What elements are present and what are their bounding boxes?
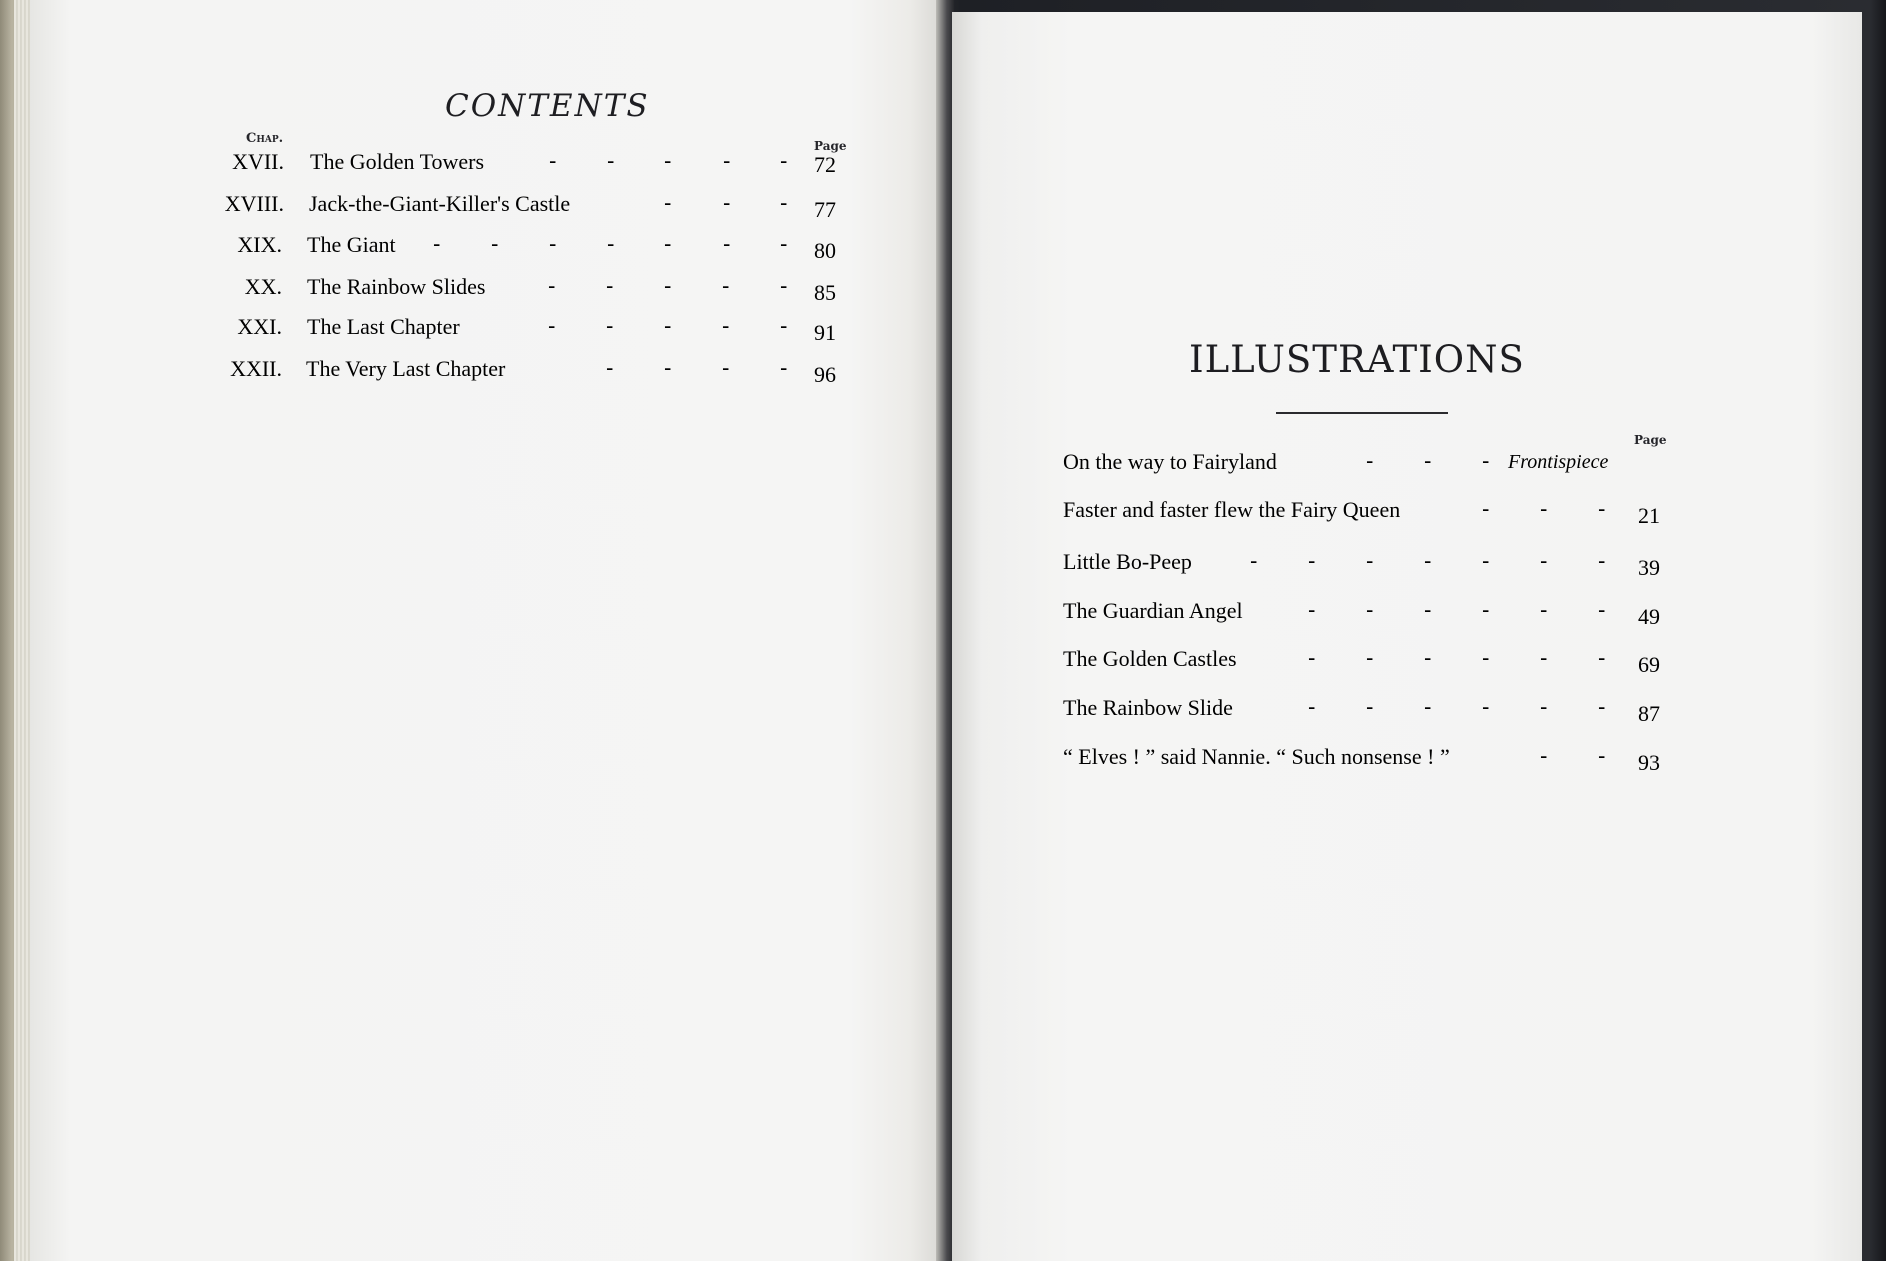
leader-dash: - <box>1366 549 1374 574</box>
leader-dash: - <box>1598 598 1606 623</box>
illustration-row <box>0 492 1880 528</box>
leader-dash: - <box>1424 549 1432 574</box>
leader-dash: - <box>1598 497 1606 522</box>
leader-dash: - <box>607 232 615 257</box>
chapter-number: XVIII. <box>224 191 284 216</box>
illustration-title: Little Bo-Peep <box>1063 549 1192 574</box>
leader-dash: - <box>722 314 730 339</box>
illustrations-heading: ILLUSTRATIONS <box>1189 338 1525 381</box>
leader-dash: - <box>664 314 672 339</box>
leader-dash: - <box>1482 549 1490 574</box>
chapter-title: The Rainbow Slides <box>307 274 486 299</box>
heading-rule <box>1276 412 1448 414</box>
chapter-title: Jack-the-Giant-Killer's Castle <box>309 191 571 216</box>
leader-dash: - <box>1482 695 1490 720</box>
illustration-page-number: Frontispiece <box>1508 451 1609 473</box>
leader-dash: - <box>549 232 557 257</box>
illustration-title: The Rainbow Slide <box>1063 695 1233 720</box>
illustration-title: Faster and faster flew the Fairy Queen <box>1063 497 1401 522</box>
illustration-page-number: 21 <box>1638 503 1660 528</box>
leader-dash: - <box>664 356 672 381</box>
illustration-row <box>0 444 1880 480</box>
leader-dash: - <box>1424 598 1432 623</box>
leader-dash: - <box>1540 549 1548 574</box>
chapter-title: The Last Chapter <box>307 314 460 339</box>
leader-dash: - <box>780 191 788 216</box>
leader-dash: - <box>1366 449 1374 474</box>
leader-dash: - <box>780 232 788 257</box>
illustration-page-number: 49 <box>1638 604 1660 629</box>
leader-dash: - <box>723 149 731 174</box>
leader-dash: - <box>1424 695 1432 720</box>
illustration-title: “ Elves ! ” said Nannie. “ Such nonsense ! ” <box>1063 744 1450 769</box>
contents-heading: CONTENTS <box>445 88 650 124</box>
leader-dash: - <box>1482 497 1490 522</box>
chapter-page-number: 96 <box>814 362 836 387</box>
leader-dash: - <box>1482 646 1490 671</box>
illustration-page-number: 87 <box>1638 701 1660 726</box>
chapter-number: XXII. <box>230 356 282 381</box>
chapter-column-label: Chap. <box>246 131 284 146</box>
chapter-number: XIX. <box>237 232 282 257</box>
contents-page-column-label: Page <box>814 139 847 153</box>
illustration-title: On the way to Fairyland <box>1063 449 1277 474</box>
leader-dash: - <box>1366 695 1374 720</box>
illustration-title: The Golden Castles <box>1063 646 1237 671</box>
leader-dash: - <box>433 232 441 257</box>
leader-dash: - <box>1598 744 1606 769</box>
leader-dash: - <box>1308 695 1316 720</box>
leader-dash: - <box>1308 598 1316 623</box>
chapter-title: The Golden Towers <box>310 149 485 174</box>
chapter-page-number: 85 <box>814 280 836 305</box>
leader-dash: - <box>1250 549 1258 574</box>
illustration-title: The Guardian Angel <box>1063 598 1243 623</box>
leader-dash: - <box>607 149 615 174</box>
chapter-title: The Giant <box>307 232 396 257</box>
chapter-page-number: 77 <box>814 197 836 222</box>
leader-dash: - <box>1540 695 1548 720</box>
leader-dash: - <box>1424 646 1432 671</box>
leader-dash: - <box>548 274 556 299</box>
chapter-number: XXI. <box>237 314 282 339</box>
leader-dash: - <box>722 356 730 381</box>
leader-dash: - <box>664 191 672 216</box>
contents-row <box>0 309 900 345</box>
leader-dash: - <box>1366 646 1374 671</box>
illustration-row <box>0 641 1880 677</box>
leader-dash: - <box>606 314 614 339</box>
chapter-number: XVII. <box>232 149 284 174</box>
leader-dash: - <box>1540 497 1548 522</box>
leader-dash: - <box>664 149 672 174</box>
leader-dash: - <box>1540 598 1548 623</box>
leader-dash: - <box>1540 646 1548 671</box>
chapter-title: The Very Last Chapter <box>306 356 506 381</box>
leader-dash: - <box>1598 549 1606 574</box>
contents-row <box>0 186 900 222</box>
leader-dash: - <box>1598 646 1606 671</box>
contents-row <box>0 351 900 387</box>
chapter-page-number: 91 <box>814 320 836 345</box>
leader-dash: - <box>723 191 731 216</box>
leader-dash: - <box>780 274 788 299</box>
illustration-page-number: 39 <box>1638 555 1660 580</box>
leader-dash: - <box>606 274 614 299</box>
chapter-page-number: 80 <box>814 238 836 263</box>
illustration-row <box>0 544 1880 580</box>
leader-dash: - <box>1366 598 1374 623</box>
illustration-row <box>0 593 1880 629</box>
leader-dash: - <box>1308 646 1316 671</box>
leader-dash: - <box>664 274 672 299</box>
leader-dash: - <box>1598 695 1606 720</box>
leader-dash: - <box>1424 449 1432 474</box>
leader-dash: - <box>722 274 730 299</box>
leader-dash: - <box>1482 598 1490 623</box>
contents-row <box>0 269 900 305</box>
leader-dash: - <box>549 149 557 174</box>
illustration-row <box>0 739 1880 775</box>
leader-dash: - <box>1540 744 1548 769</box>
illustration-page-number: 69 <box>1638 652 1660 677</box>
chapter-page-number: 72 <box>814 152 836 177</box>
leader-dash: - <box>664 232 672 257</box>
chapter-number: XX. <box>244 274 282 299</box>
leader-dash: - <box>606 356 614 381</box>
illustration-page-number: 93 <box>1638 750 1660 775</box>
leader-dash: - <box>548 314 556 339</box>
leader-dash: - <box>1482 449 1490 474</box>
leader-dash: - <box>1308 549 1316 574</box>
leader-dash: - <box>780 314 788 339</box>
illustrations-page-column-label: Page <box>1634 433 1667 447</box>
leader-dash: - <box>723 232 731 257</box>
right-page-illustrations <box>952 12 1862 1261</box>
leader-dash: - <box>780 356 788 381</box>
contents-row <box>0 227 900 263</box>
leader-dash: - <box>780 149 788 174</box>
illustration-row <box>0 690 1880 726</box>
leader-dash: - <box>491 232 499 257</box>
contents-row <box>0 144 900 180</box>
